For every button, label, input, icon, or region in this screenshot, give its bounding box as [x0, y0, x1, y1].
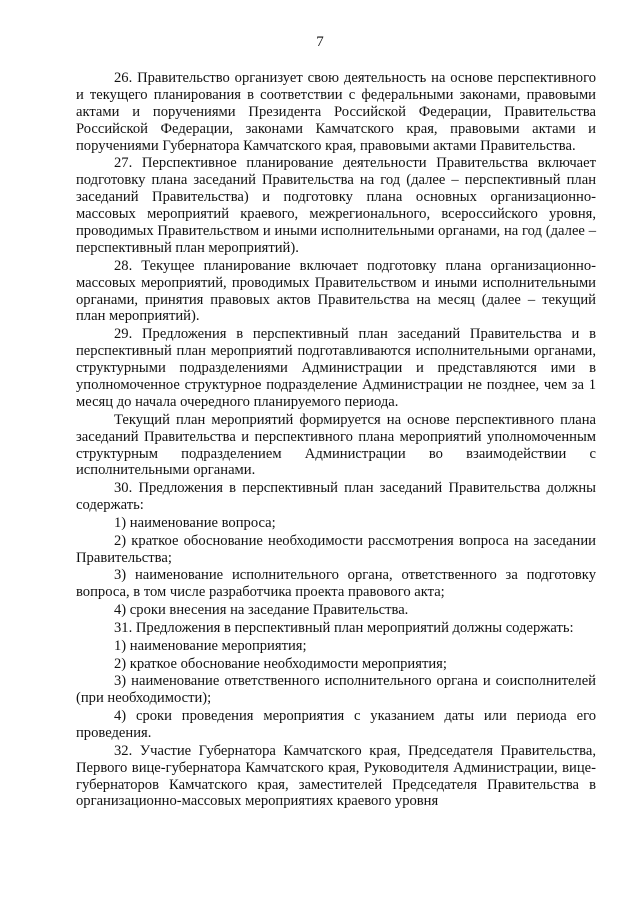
paragraph-30: 30. Предложения в перспективный план заседаний Правительства должны содержать: [76, 480, 596, 514]
list-item-31-3: 3) наименование ответственного исполнительного органа и соисполнителей (при необходимости); [76, 673, 596, 707]
list-item-30-4: 4) сроки внесения на заседание Правительства. [114, 602, 409, 619]
paragraph-32: 32. Участие Губернатора Камчатского края, Председателя Правительства, Первого вице-губернатора Камчатского края, Руководителя Администрации, вице-губернаторов Камчатского края, заместителей Председателя Правительства в организационно-массовых мероприятиях краевого уровня [76, 742, 596, 810]
paragraph-27: 27. Перспективное планирование деятельности Правительства включает подготовку плана заседаний Правительства на год (далее – перспективный план заседаний Правительства) и подготовку плана основных организационно-массовых мероприятий краевого, межрегионального, всероссийского уровня, проводимых Правительством и иными исполнительными органами, на год (далее – перспективный план мероприятий). [76, 155, 596, 256]
list-item-30-2: 2) краткое обоснование необходимости рассмотрения вопроса на заседании Правительства; [76, 532, 596, 566]
list-item-31-2: 2) краткое обоснование необходимости мероприятия; [114, 655, 447, 672]
paragraph-31: 31. Предложения в перспективный план мероприятий должны содержать: [114, 619, 574, 636]
list-item-31-4: 4) сроки проведения мероприятия с указанием даты или периода его проведения. [76, 708, 596, 741]
list-item-30-1: 1) наименование вопроса; [114, 514, 276, 531]
list-item-31-1: 1) наименование мероприятия; [114, 637, 307, 654]
document-body [76, 70, 596, 811]
paragraph-29: 29. Предложения в перспективный план заседаний Правительства и в перспективный план мероприятий подготавливаются исполнительными органами, структурными подразделениями Администрации и представляются ими в уполномоченное структурное подразделение Администрации не позднее, чем за 1 месяц до начала очередного планируемого периода. [76, 326, 596, 410]
list-item-30-3: 3) наименование исполнительного органа, ответственного за подготовку вопроса, в том числе разработчика проекта правового акта; [76, 567, 596, 601]
page-number: 7 [316, 34, 324, 50]
paragraph-28: 28. Текущее планирование включает подготовку плана организационно-массовых мероприятий, проводимых Правительством и иными исполнительными органами, принятия правовых актов Правительства на месяц (далее – текущий план мероприятий). [76, 257, 596, 325]
paragraph-26: 26. Правительство организует свою деятельность на основе перспективного и текущего планирования в соответствии с федеральными законами, правовыми актами и поручениями Президента Российской Федерации, Правительства Российской Федерации, законами Камчатского края, правовыми актами и поручениями Губернатора Камчатского края, правовыми актами Правительства. [76, 70, 596, 154]
paragraph-29-continuation: Текущий план мероприятий формируется на основе перспективного плана заседаний Правительства и перспективного плана мероприятий уполномоченным структурным подразделением Администрации во взаимодействии с исполнительными органами. [76, 411, 596, 479]
